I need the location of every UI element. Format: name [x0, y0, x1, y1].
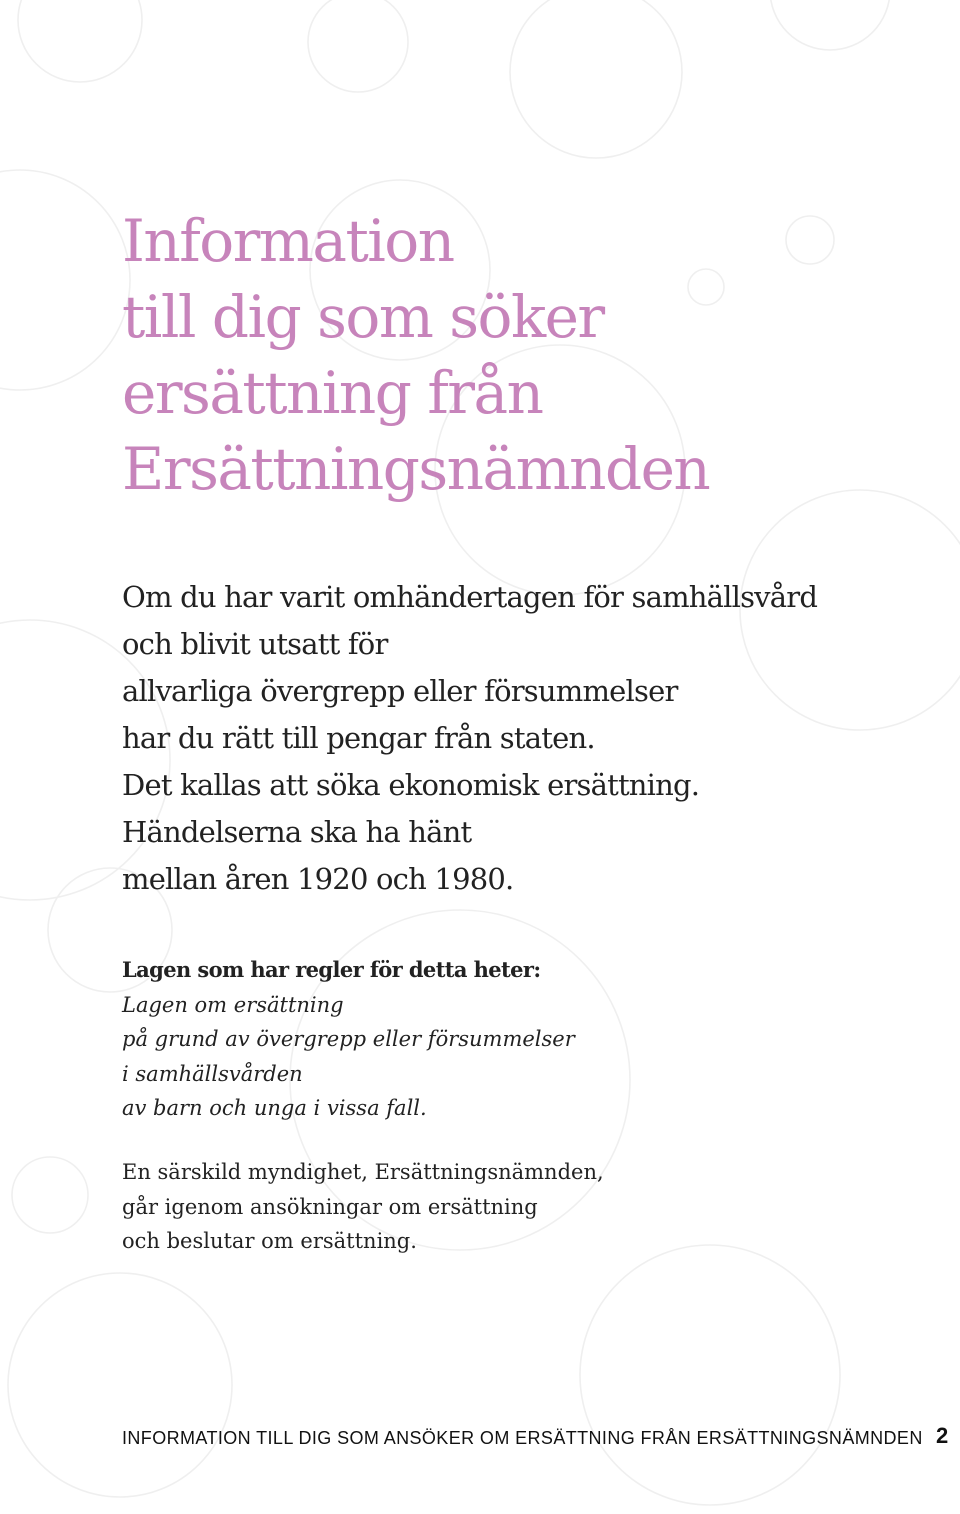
- lead-paragraph: [122, 574, 817, 903]
- lead-line: Det kallas att söka ekonomisk ersättning.: [122, 768, 700, 802]
- decorative-circle: [786, 216, 834, 264]
- decorative-circle: [308, 0, 408, 92]
- law-name-line: av barn och unga i vissa fall.: [122, 1096, 427, 1120]
- law-section: [122, 953, 575, 1126]
- body-paragraph: [122, 1155, 604, 1259]
- body-line: går igenom ansökningar om ersättning: [122, 1194, 538, 1219]
- decorative-circle: [0, 170, 130, 390]
- running-footer: INFORMATION TILL DIG SOM ANSÖKER OM ERSÄTTNING FRÅN ERSÄTTNINGSNÄMNDEN: [122, 1428, 923, 1448]
- decorative-circle: [18, 0, 142, 82]
- title-line: till dig som söker: [122, 283, 604, 351]
- body-line: och beslutar om ersättning.: [122, 1229, 417, 1253]
- decorative-circle: [510, 0, 682, 158]
- law-name-line: i samhällsvården: [122, 1061, 303, 1086]
- decorative-circle: [580, 1245, 840, 1505]
- law-heading: Lagen som har regler för detta heter:: [122, 957, 541, 982]
- lead-line: allvarliga övergrepp eller försummelser: [122, 674, 678, 708]
- decorative-circle: [770, 0, 890, 50]
- lead-line: Händelserna ska ha hänt: [122, 815, 472, 849]
- decorative-circle: [8, 1273, 232, 1497]
- body-line: En särskild myndighet, Ersättningsnämnden,: [122, 1160, 604, 1184]
- decorative-circle: [12, 1157, 88, 1233]
- law-name-line: Lagen om ersättning: [122, 992, 344, 1017]
- page-number: 2: [936, 1423, 949, 1448]
- law-name-line: på grund av övergrepp eller försummelser: [122, 1027, 575, 1051]
- title-line: Ersättningsnämnden: [122, 435, 710, 503]
- lead-line: mellan åren 1920 och 1980.: [122, 862, 514, 896]
- title-line: ersättning från: [122, 359, 543, 427]
- lead-line: Om du har varit omhändertagen för samhällsvård: [122, 580, 818, 614]
- lead-line: och blivit utsatt för: [122, 627, 388, 661]
- lead-line: har du rätt till pengar från staten.: [122, 721, 595, 755]
- title-line: Information: [122, 207, 454, 275]
- page-title: [122, 203, 709, 507]
